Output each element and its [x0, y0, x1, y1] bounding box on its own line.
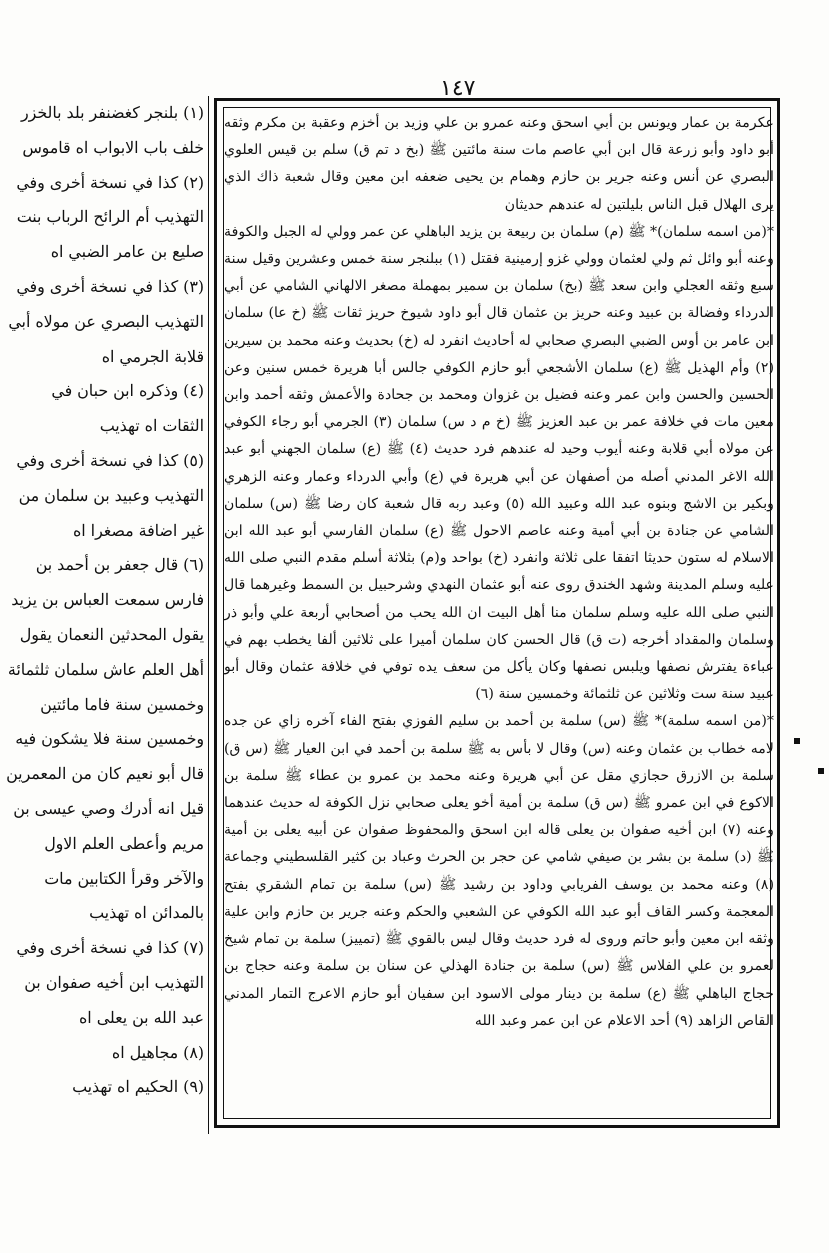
footnote-4: (٤) وذكره ابن حبان في الثقات اه تهذيب [51, 381, 204, 436]
margin-mark [794, 738, 800, 744]
footnote-5: (٥) كذا في نسخة أخرى وفي التهذيب وعبيد بن سلمان من غير اضافة مصغرا اه [16, 450, 204, 540]
margin-mark [818, 768, 824, 774]
footnote-3: (٣) كذا في نسخة أخرى وفي التهذيب البصري عن مولاه أبي قلابة الجرمي اه [8, 276, 204, 366]
footnote-6: (٦) قال جعفر بن أحمد بن فارس سمعت العباس بن يزيد يقول المحدثين النعمان يقول أهل العلم عاش سلمان ثلثمائة وخمسين سنة فاما مائتين وخمسين سنة فلا يشكون فيه قال أبو نعيم كان من المعمرين قيل انه أدرك وصي عيسى بن مريم وأعطى العلم الاول والآخر وقرأ الكتابين مات بالمدائن اه تهذيب [6, 555, 204, 923]
footnote-8: (٨) مجاهيل اه [111, 1042, 204, 1062]
footnote-9: (٩) الحكيم اه تهذيب [72, 1077, 204, 1097]
margin-notes [6, 96, 204, 1126]
main-text [224, 110, 774, 1120]
entry-paragraph-3: *(من اسمه سلمة)* ﷺ (س) سلمة بن أحمد بن سليم الفوزي بفتح الفاء آخره زاي عن جده لامه خطاب بن عثمان وعنه (س) وقال لا بأس به ﷺ سلمة بن أحمد في ابن العيار ﷺ (س ق) سلمة بن الازرق حجازي مقل عن أبي هريرة وعنه محمد بن عمرو بن عطاء ﷺ سلمة بن الاكوع في ابن عمرو ﷺ (س ق) سلمة بن أمية أخو يعلى صحابي نزل الكوفة له حديث عندهما وعنه (٧) ابن أخيه صفوان بن يعلى قاله ابن اسحق والمحفوظ صفوان عن أبيه يعلى بن أمية ﷺ (د) سلمة بن بشر بن صيفي شامي عن حجر بن الحرث وعباد بن كثير القلسطيني وجماعة (٨) وعنه محمد بن يوسف الفريابي وداود بن رشيد ﷺ (س) سلمة بن تمام الشقري بفتح المعجمة وكسر القاف أبو عبد الله الكوفي عن الشعبي والحكم وعنه جرير بن حازم وابن علية وثقه ابن معين وأبو حاتم وروى له فرد حديث وقال ليس بالقوي ﷺ (تمييز) سلمة بن تمام شيخ لعمرو بن علي الفلاس ﷺ (س) سلمة بن جنادة الهذلي عن سنان بن سلمة وعنه حجاج بن حجاج الباهلي ﷺ (ع) سلمة بن دينار مولى الاسود ابن سفيان أبو حازم الاعرج التمار المدني القاص الزاهد (٩) أحد الاعلام عن ابن عمر وعبد الله [224, 713, 774, 1029]
footnote-2: (٢) كذا في نسخة أخرى وفي التهذيب أم الرائح الرباب بنت صليع بن عامر الضبي اه [16, 172, 204, 262]
entry-paragraph-2: *(من اسمه سلمان)* ﷺ (م) سلمان بن ربيعة بن يزيد الباهلي عن عمر وولي له الجبل والكوفة وعنه أبو وائل ثم ولي لعثمان وولي غزو إرمينية فقتل (١) ببلنجر سنة خمس وعشرين وقيل سنة سبع وثقه العجلي وابن سعد ﷺ (بخ) سلمان بن سمير بمهملة مصغر الالهاني الشامي عن أبي الدرداء وفضالة بن عبيد وعنه حريز بن عثمان قال أبو داود شيوخ حريز ثقات ﷺ (خ عا) سلمان ابن عامر بن أوس الضبي البصري صحابي له أحاديث انفرد له (خ) بحديث وعنه محمد بن سيرين (٢) وأم الهذيل ﷺ (ع) سلمان الأشجعي أبو حازم الكوفي جالس أبا هريرة خمس سنين وعن الحسين والحسن وابن عمر وعنه فضيل بن غزوان ومحمد بن جحادة والأعمش وثقه أحمد وابن معين مات في خلافة عمر بن عبد العزيز ﷺ (خ م د س) سلمان (٣) الجرمي أبو رجاء الكوفي عن مولاه أبي قلابة وعنه أيوب وحيد له عندهم فرد حديث (٤) ﷺ (ع) سلمان الجهني أبو عبد الله الاغر المدني أصله من أصفهان عن أبي هريرة في (ع) وأبي الدرداء وعمار وعنه الزهري وبكير بن الاشج وبنوه عبد الله وعبيد الله (٥) وعبد ربه قال شعبة كان رضا ﷺ (س) سلمان الشامي عن جنادة بن أبي أمية وعنه عاصم الاحول ﷺ (ع) سلمان الفارسي أبو عبد الله ابن الاسلام له ستون حديثا اتفقا على ثلاثة وانفرد (خ) بواحد و(م) بثلاثة أسلم مقدم النبي صلى الله عليه وسلم المدينة وشهد الخندق روى عنه أبو عثمان النهدي وشرحبيل بن السمط وغيرهما قال النبي صلى الله عليه وسلم سلمان منا أهل البيت ان الله يحب من أصحابي أربعة علي وأبو ذر وسلمان والمقداد أخرجه (ت ق) قال الحسن كان سلمان أميرا على ثلاثين ألفا يخطب بهم في عباءة يفترش نصفها ويلبس نصفها وكان يأكل من سعف يده توفي في خلافة عثمان وقال أبو عبيد سنة ست وثلاثين عن ثلثمائة وخمسين سنة (٦) [224, 223, 774, 703]
margin-divider [208, 96, 209, 1134]
footnote-1: (١) بلنجر كغضنفر بلد بالخزر خلف باب الابواب اه قاموس [20, 103, 204, 157]
footnote-7: (٧) كذا في نسخة أخرى وفي التهذيب ابن أخيه صفوان بن عبد الله بن يعلى اه [16, 938, 204, 1027]
entry-paragraph-1: عكرمة بن عمار ويونس بن أبي اسحق وعنه عمرو بن علي وزيد بن أخزم وعقبة بن مكرم وثقه أبو داود وأبو زرعة قال ابن أبي عاصم مات سنة مائتين ﷺ (بخ د تم ق) سلم بن قيس العلوي البصري عن أنس وعنه جرير بن حازم وهمام بن يحيى ضعفه ابن معين وقال شعبة ذاك الذي يرى الهلال قبل الناس بليلتين له عندهم حديثان [224, 115, 774, 213]
page-number: ١٤٧ [440, 76, 476, 101]
